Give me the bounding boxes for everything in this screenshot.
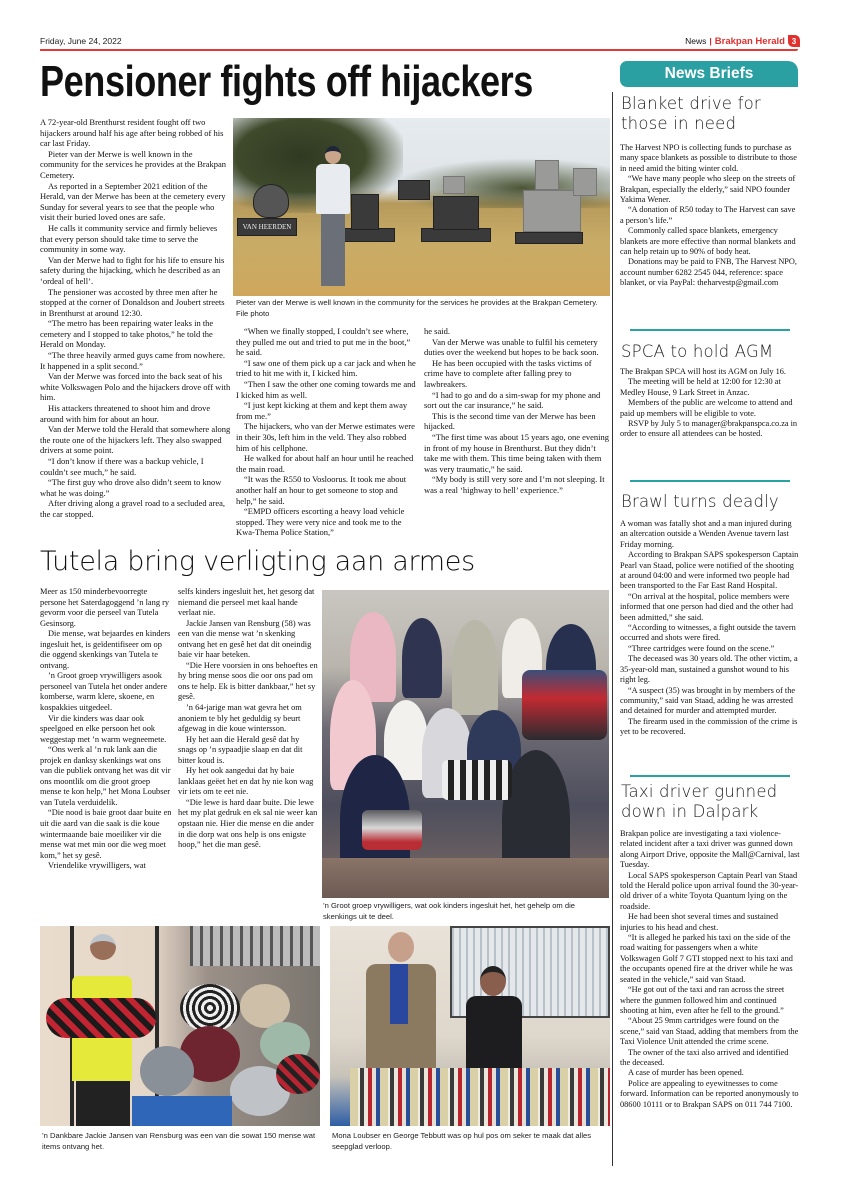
paragraph: “Die nood is baie groot daar buite en uit die aard van die saak is die koue wintermaande baie moeiliker vir die mense wat met min oor die weg moet kom,” het sy gesê.	[40, 808, 172, 860]
paragraph: A 72-year-old Brenthurst resident fought off two hijackers around half his age after being robbed of his car last Friday.	[40, 117, 224, 149]
paragraph: RSVP by July 5 to manager@brakpanspca.co.za in order to ensure all attendees can be hosted.	[620, 419, 798, 439]
paragraph: As reported in a September 2021 edition of the Herald, van der Merwe has been at the cemetery every Sunday for several years to see that the people who visit their buried loved ones are safe.	[40, 180, 226, 223]
paragraph: Police are appealing to eyewitnesses to come forward. Information can be reported anonymously to 08600 10111 or to Brakpan SAPS on 011 744 7100.	[620, 1078, 799, 1109]
paragraph: Van der Merwe was unable to fulfil his cemetery duties over the weekend but hopes to be back soon.	[424, 336, 599, 358]
trousers	[76, 1081, 130, 1126]
paragraph: After driving along a gravel road to a secluded area, the car stopped.	[40, 498, 226, 519]
paragraph: His attackers threatened to shoot him and drove around with him for about an hour.	[40, 403, 211, 424]
paragraph: Jackie Jansen van Rensburg (58) was een van die mense wat ’n skenking ontvang het en gesê het dat dit oneindig baie vir haar beteken.	[178, 618, 312, 660]
cemetery-photo	[233, 118, 610, 296]
cemetery-photo-caption: Pieter van der Merwe is well known in the community for the services he provides at the Brakpan Cemetery. File photo	[236, 298, 598, 318]
paragraph: “Then I saw the other one coming towards me and I kicked him as well.	[236, 378, 416, 400]
blanket-photo-caption: ’n Dankbare Jackie Jansen van Rensburg was een van die sowat 150 mense wat items ontvang het.	[42, 1131, 316, 1151]
paragraph: Brakpan police are investigating a taxi violence-related incident after a taxi driver was gunned down along Airport Drive, opposite the Mall@Carnival, last Tuesday.	[620, 829, 800, 870]
second-article-col-1	[40, 587, 173, 872]
brief-title-line: Taxi driver gunned	[621, 782, 778, 801]
headstone	[398, 180, 430, 200]
paragraph: The Harvest NPO is collecting funds to purchase as many space blankets as possible to distribute to those in need amid the biting winter cold.	[620, 143, 797, 173]
headstone	[515, 232, 583, 244]
blanket-recipient-photo	[40, 926, 320, 1126]
issue-date: Friday, June 24, 2022	[40, 36, 122, 46]
person-head	[480, 966, 506, 996]
paragraph: The owner of the taxi also arrived and identified the deceased.	[620, 1047, 789, 1067]
paragraph: The deceased was 30 years old. The other victim, a 35-year-old man, sustained a gunshot wound to his right leg.	[620, 654, 798, 685]
paragraph: “Die Here voorsien in ons behoeftes en hy bring mense soos die oor ons pad om ons te help. Ek is bitter dankbaar,” het sy gesê.	[178, 660, 318, 702]
paragraph: “According to witnesses, a fight outside the tavern occurred and shots were fired.	[620, 623, 796, 643]
mona-george-photo	[330, 926, 610, 1126]
paragraph: A woman was fatally shot and a man injured during an altercation outside a Wenden Avenue tavern last Friday morning.	[620, 519, 792, 549]
paragraph: “I don’t know if there was a backup vehicle, I couldn’t see much,” he said.	[40, 456, 204, 477]
headstone	[573, 168, 597, 196]
person-head	[388, 932, 414, 962]
paragraph: “On arrival at the hospital, police members were informed that one person had died and the other had been admitted,” she said.	[620, 591, 794, 622]
paragraph: selfs kinders ingesluit het, het gesorg dat niemand die perseel met kaal hande verlaat nie.	[178, 587, 315, 618]
main-headline: Pensioner fights off hijackers	[40, 57, 533, 106]
person	[452, 620, 498, 715]
paragraph: Members of the public are welcome to attend and paid up members will be eligible to vote.	[620, 398, 793, 418]
paragraph: “The metro has been repairing water leaks in the cemetery and I stopped to take photos,” he told the Herald on Monday.	[40, 318, 214, 350]
paragraph: “About 25 9mm cartridges were found on the scene,” said van Staad, adding that members from the Taxi Violence Unit attended the crime scene.	[620, 1016, 799, 1047]
second-article-col-2	[178, 587, 318, 851]
blanket-roll	[46, 998, 156, 1038]
brief-title-blanket-drive	[621, 94, 761, 134]
page-number-badge: 3	[788, 35, 800, 47]
paragraph: According to Brakpan SAPS spokesperson Captain Pearl van Staad, police were notified of the shooting at around 04:00 and were informed two people had been transported to the Far East Rand Hospital.	[620, 550, 799, 591]
paving	[322, 858, 609, 898]
brief-title-line: Brawl turns deadly	[621, 492, 779, 511]
paragraph: The hijackers, who van der Merwe estimates were in their 30s, left him in the veld. They also robbed him of his cellphone.	[236, 421, 415, 453]
clothing-pile	[522, 670, 607, 740]
paragraph: He had been shot several times and sustained injuries to his head and chest.	[620, 912, 778, 932]
sidebar-divider	[612, 92, 613, 1166]
page-header	[40, 36, 800, 50]
main-article-col-3	[424, 326, 610, 496]
paragraph: Hy het aan die Herald gesê dat hy snags op ’n sypaadjie slaap en dat dit bitter koud is.	[178, 734, 303, 765]
brief-body-taxi-driver	[620, 829, 800, 1110]
paragraph: He has been occupied with the tasks victims of crime have to complete after falling prey to lawbreakers.	[424, 357, 592, 389]
jacket	[466, 996, 522, 1076]
paragraph: “EMPD officers escorting a heavy load vehicle stopped. They were very nice and took me to the Kwa-Thema Police Station,”	[236, 506, 405, 538]
paragraph: The meeting will be held at 12:00 for 12:30 at Medley House, 9 Lark Street in Anzac.	[620, 377, 781, 397]
paragraph: Die mense, wat bejaardes en kinders ingesluit het, is geïdentifiseer om op die oggend skenkings van Tutela te ontvang.	[40, 629, 171, 670]
header-rule	[40, 49, 798, 51]
paragraph: “Die lewe is hard daar buite. Die lewe het my plat gedruk en ek sal nie weer kan opstaan nie. Hier die mense en die ander in die dorp wat ons help is ons enigste hoop,” het die man gesê.	[178, 797, 318, 850]
brief-body-blanket-drive	[620, 143, 800, 289]
paragraph: ’n Groot groep vrywilligers asook personeel van Tutela het onder andere komberse, warm klere, skoene, en kospakkies uitgedeel.	[40, 671, 168, 713]
paragraph: “We have many people who sleep on the streets of Brakpan, especially the elderly,” said NPO founder Yakima Wener.	[620, 174, 796, 205]
section-separator: |	[709, 36, 712, 46]
paragraph: Donations may be paid to FNB, The Harvest NPO, account number 6282 2545 044, reference: space blanket, or via PayPal: theharvestp@gmail.com	[620, 257, 797, 288]
paragraph: “It was the R550 to Vosloorus. It took me about another half an hour to get someone to stop and help,” he said.	[236, 474, 407, 506]
paragraph: The Brakpan SPCA will host its AGM on July 16.	[620, 367, 786, 376]
brief-title-taxi-driver	[621, 782, 777, 822]
blanket-roll	[140, 1046, 194, 1096]
brief-divider	[630, 775, 790, 777]
brief-divider	[630, 329, 790, 331]
group-photo-caption: ’n Groot groep vrywilligers, wat ook kinders ingesluit het, het gehelp om die skenkings uit te deel.	[323, 901, 575, 921]
paragraph: “Ons werk al ’n ruk lank aan die projek en danksy skenkings wat ons van die publiek ontvang het was dit vir ons moontlik om die groot groep mense te kon help,” het Mona Loubser van Tutela verduidelik.	[40, 745, 171, 807]
paragraph: “Three cartridges were found on the scene.”	[628, 643, 775, 653]
scarf	[390, 964, 408, 1024]
news-briefs-banner: News Briefs	[620, 61, 798, 87]
second-headline: Tutela bring verligting aan armes	[40, 546, 475, 577]
paragraph: Meer as 150 minderbevoorregte persone het Saterdagoggend ’n lang ry gevorm voor die perseel van Tutela Gesinsorg.	[40, 587, 170, 628]
headstone	[351, 194, 379, 230]
clothing-pile	[362, 810, 422, 850]
paragraph: Local SAPS spokesperson Captain Pearl van Staad told the Herald police upon arrival found the 30-year-old driver of a white Toyota Quantum lying on the roadside.	[620, 870, 799, 911]
brief-title-line: SPCA to hold AGM	[621, 342, 774, 361]
paragraph: “I saw one of them pick up a car jack and when he tried to hit me with it, I kicked him.	[236, 357, 416, 379]
paragraph: Van der Merwe was forced into the back seat of his white Volkswagen Polo and the hijackers drove off with him.	[40, 371, 231, 403]
headstone	[535, 160, 559, 190]
paragraph: “My body is still very sore and I’m not sleeping. It was a real ‘highway to hell’ experience.”	[424, 474, 605, 495]
brief-body-brawl	[620, 519, 800, 738]
person	[402, 618, 442, 698]
paragraph: Van der Merwe had to fight for his life to ensure his safety during the hijacking, which he described as an ‘ordeal of hell’.	[40, 254, 225, 286]
brief-title-line: those in need	[621, 114, 737, 133]
paragraph: “I just kept kicking at them and kept them away from me.”	[236, 400, 408, 421]
person-head	[90, 934, 116, 960]
paragraph: Commonly called space blankets, emergency blankets are more effective than normal blankets and can help retain up to 90% of body heat.	[620, 226, 796, 257]
brief-body-spca-agm	[620, 367, 800, 440]
paragraph: The pensioner was accosted by three men after he stopped at the corner of Donaldson and Joubert streets in Brenthurst at around 12:30.	[40, 286, 225, 318]
paragraph: “The first time was about 15 years ago, one evening in front of my house in Brenthurst. But they didn’t take me with them. This time being taken with them was very traumatic,” he said.	[424, 431, 610, 474]
brief-title-spca-agm	[621, 342, 773, 362]
headstone	[443, 176, 465, 194]
heart-headstone	[253, 184, 289, 218]
paragraph: The firearm used in the commission of the crime is yet to be recovered.	[620, 716, 798, 737]
main-article-col-1	[40, 117, 231, 520]
brief-divider	[630, 480, 790, 482]
paragraph: He calls it community service and firmly believes that every person should take time to serve the community in some way.	[40, 222, 218, 255]
jars-photo-caption: Mona Loubser en George Tebbutt was op hul pos om seker te maak dat alles seepglad verloop.	[332, 1131, 592, 1151]
paragraph: He walked for about half an hour until he reached the main road.	[236, 453, 414, 474]
paragraph: “A suspect (35) was brought in by members of the community,” said van Staad, adding he was arrested and detained for murder and attempted murder.	[620, 685, 796, 716]
section-label: News	[685, 36, 707, 46]
paragraph: ’n 64-jarige man wat gevra het om anoniem te bly het geduldig sy beurt afgewag in die koue wintersson.	[178, 703, 302, 734]
masthead	[685, 35, 800, 47]
brief-title-line: Blanket drive for	[621, 94, 761, 113]
headstone-van-heerden: VAN HEERDEN	[237, 218, 297, 236]
paragraph: “A donation of R50 today to The Harvest can save a person’s life.”	[620, 205, 796, 225]
brief-title-line: down in Dalpark	[621, 802, 759, 821]
brief-title-brawl	[621, 492, 779, 512]
paragraph: “I had to go and do a sim-swap for my phone and sort out the car insurance,” he said.	[424, 389, 601, 411]
clothing-pile	[442, 760, 512, 800]
paragraph: “The first guy who drove also didn’t seem to know what he was doing.”	[40, 477, 222, 498]
headstone	[421, 228, 491, 242]
volunteers-group-photo	[322, 590, 609, 898]
paragraph: he said.	[424, 326, 450, 336]
paragraph: This is the second time van der Merwe has been hijacked.	[424, 410, 596, 432]
paragraph: “When we finally stopped, I couldn’t see where, they pulled me out and tried to put me in the boot,” he said.	[236, 326, 411, 358]
blue-tub	[132, 1096, 232, 1126]
blanket-roll	[276, 1054, 320, 1094]
paragraph: Hy het ook aangedui dat hy baie lanklaas geëet het en dat hy nie kon wag vir iets om te eet nie.	[178, 766, 314, 797]
main-article-col-2	[236, 326, 418, 538]
pieter-van-der-merwe	[313, 146, 353, 296]
headstone	[523, 190, 581, 232]
paper-name: Brakpan Herald	[714, 35, 785, 47]
paragraph: Van der Merwe told the Herald that somewhere along the route one of the hijackers left. They also swapped drivers at some point.	[40, 424, 231, 456]
paragraph: “The three heavily armed guys came from nowhere. It happened in a split second.”	[40, 350, 226, 371]
paragraph: “He got out of the taxi and ran across the street where the gunmen followed him and continued shooting at him, even after he fell to the ground.”	[620, 985, 785, 1015]
jars-table	[350, 1068, 610, 1126]
headstone	[433, 196, 479, 230]
paragraph: Vriendelike vrywilligers, wat	[48, 861, 146, 871]
paragraph: A case of murder has been opened.	[628, 1068, 744, 1078]
paragraph: “It is alleged he parked his taxi on the side of the road waiting for passengers when a white Volkswagen Golf 7 GTI stopped next to his taxi and the occupants opened fire at the driver while he was seated in the vehicle,” said van Staad.	[620, 933, 793, 984]
paragraph: Pieter van der Merwe is well known in the community for the services he provides at the Brakpan Cemetery.	[40, 148, 226, 180]
blanket-roll	[180, 984, 240, 1032]
paragraph: Vir die kinders was daar ook speelgoed en elke persoon het ook weggestap met ’n warm wegneemete.	[40, 713, 167, 744]
